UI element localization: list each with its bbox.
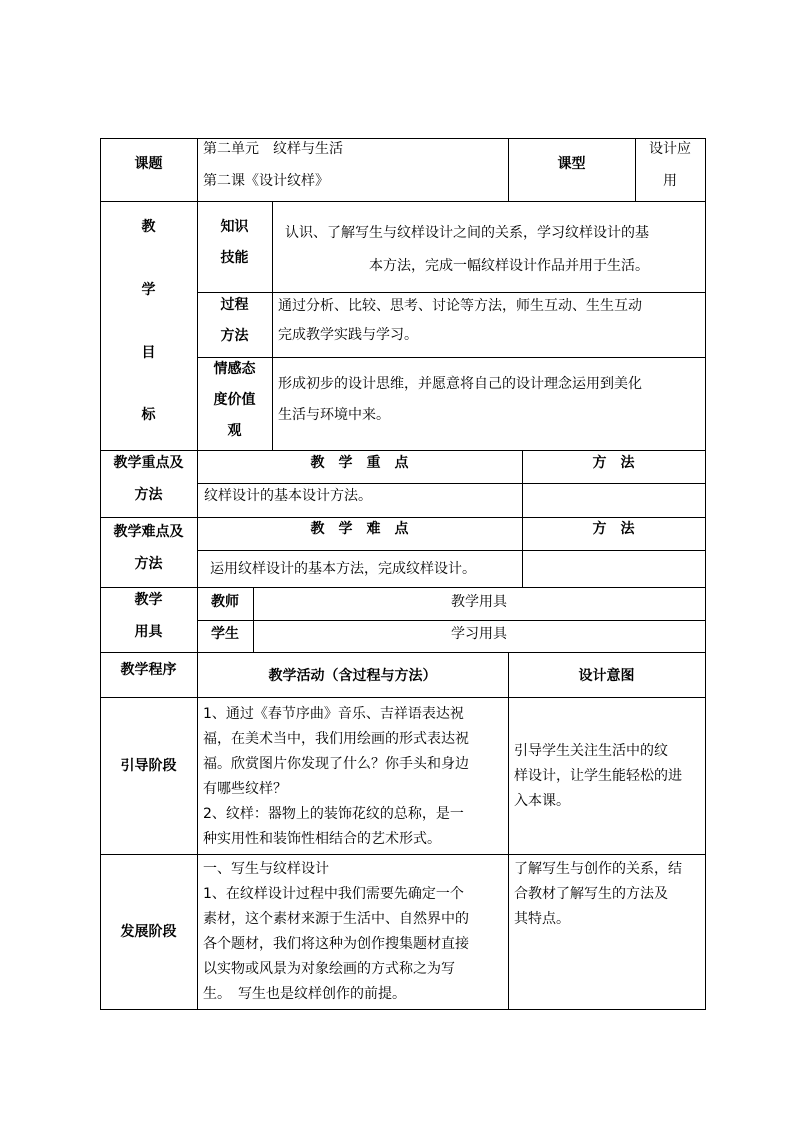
emotion-label-3: 观 [227, 423, 242, 439]
activity-line: 以实物或风景为对象绘画的方式称之为写 [203, 961, 455, 977]
intent-line: 引导学生关注生活中的纹 [514, 743, 668, 759]
knowledge-text-2: 本方法，完成一幅纹样设计作品并用于生活。 [369, 258, 649, 274]
difficulties-header: 教 学 难 点 [310, 521, 409, 537]
stage-name: 发展阶段 [120, 924, 177, 940]
student-tools: 学习用具 [451, 626, 507, 642]
activity-line: 各个题材，我们将这种为创作搜集题材直接 [203, 936, 469, 952]
stage-intent [514, 857, 682, 932]
difficulties-method-header: 方 法 [592, 521, 635, 537]
tools-label-2: 用具 [134, 624, 163, 640]
difficulties-label-2: 方法 [134, 556, 163, 572]
type-value-line-1: 设计应 [649, 141, 691, 157]
stage-name: 引导阶段 [120, 758, 177, 774]
emotion-label-2: 度价值 [213, 392, 256, 408]
activity-line: 1、通过《春节序曲》音乐、吉祥语表达祝 [203, 706, 464, 722]
objectives-label-char: 学 [141, 282, 156, 298]
activity-line: 福，在美术当中，我们用绘画的形式表达祝 [203, 731, 469, 747]
activity-line: 生。 写生也是纹样创作的前提。 [203, 986, 406, 1002]
key-points-content: 纹样设计的基本设计方法。 [204, 488, 372, 504]
activity-line: 种实用性和装饰性相结合的艺术形式。 [203, 831, 441, 847]
stage-intent [514, 739, 682, 814]
difficulties-label-1: 教学难点及 [113, 524, 184, 540]
activity-line: 2、纹样：器物上的装饰花纹的总称，是一 [203, 806, 464, 822]
type-label: 课型 [557, 156, 586, 172]
topic-line-2: 第二课《设计纹样》 [203, 173, 329, 189]
stage-activity [203, 857, 469, 1007]
stage-activity [203, 702, 469, 852]
activity-line: 福。欣赏图片你发现了什么？你手头和身边 [203, 756, 469, 772]
knowledge-text-1: 认识、了解写生与纹样设计之间的关系，学习纹样设计的基 [285, 225, 649, 241]
intent-line: 其特点。 [514, 911, 570, 927]
key-points-label-2: 方法 [134, 487, 163, 503]
topic-line-1: 第二单元 纹样与生活 [203, 141, 343, 157]
emotion-text-2: 生活与环境中来。 [278, 407, 390, 423]
process-text-2: 完成教学实践与学习。 [278, 327, 418, 343]
intent-header: 设计意图 [578, 668, 635, 684]
knowledge-label-2: 技能 [220, 250, 249, 266]
student-label: 学生 [211, 626, 239, 642]
topic-label: 课题 [134, 156, 163, 172]
teacher-label: 教师 [211, 594, 239, 610]
emotion-label-1: 情感态 [213, 361, 256, 377]
intent-line: 了解写生与创作的关系，结 [514, 861, 682, 877]
activity-line: 1、在纹样设计过程中我们需要先确定一个 [203, 886, 464, 902]
activity-line: 素材，这个素材来源于生活中、自然界中的 [203, 911, 469, 927]
objectives-label-char: 目 [141, 345, 156, 361]
process-label-2: 方法 [220, 328, 249, 344]
process-text-1: 通过分析、比较、思考、讨论等方法，师生互动、生生互动 [278, 298, 642, 314]
key-points-method-header: 方 法 [592, 455, 635, 471]
activity-line: 一、写生与纹样设计 [203, 861, 329, 877]
intent-line: 样设计，让学生能轻松的进 [514, 768, 682, 784]
type-value-line-2: 用 [663, 173, 677, 189]
procedure-label: 教学程序 [120, 662, 177, 678]
objectives-label-char: 教 [141, 219, 156, 235]
teacher-tools: 教学用具 [451, 594, 507, 610]
activity-header: 教学活动（含过程与方法） [268, 668, 437, 684]
tools-label-1: 教学 [134, 592, 163, 608]
intent-line: 合教材了解写生的方法及 [514, 886, 668, 902]
activity-line: 有哪些纹样？ [203, 781, 287, 797]
knowledge-label-1: 知识 [220, 219, 249, 235]
key-points-label-1: 教学重点及 [113, 455, 184, 471]
process-label-1: 过程 [220, 297, 249, 313]
key-points-header: 教 学 重 点 [310, 455, 409, 471]
objectives-label-char: 标 [141, 407, 156, 423]
difficulties-content: 运用纹样设计的基本方法，完成纹样设计。 [210, 561, 476, 577]
intent-line: 入本课。 [514, 793, 570, 809]
emotion-text-1: 形成初步的设计思维，并愿意将自己的设计理念运用到美化 [278, 376, 642, 392]
